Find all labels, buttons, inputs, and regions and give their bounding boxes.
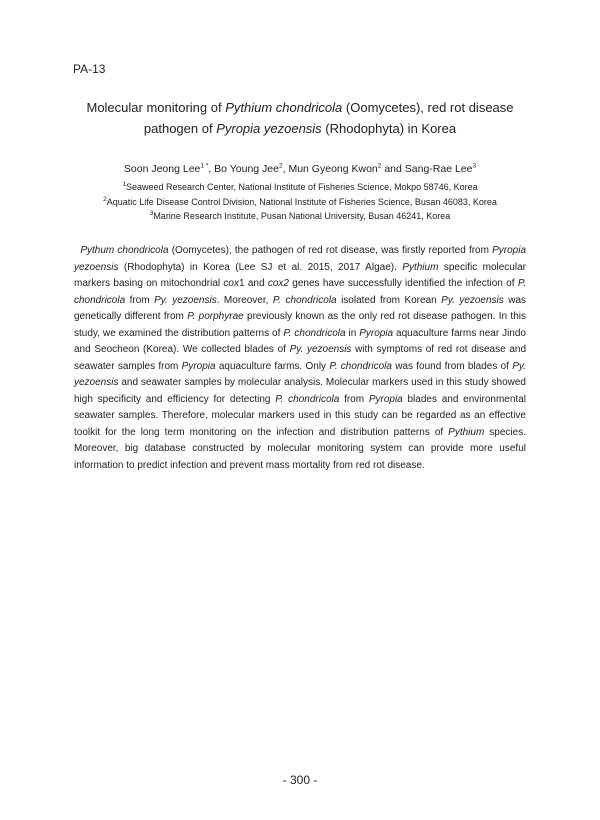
abstract-italic-term: P. chondricola xyxy=(74,278,526,306)
title-text: pathogen of xyxy=(143,121,217,136)
title-species: Pyropia yezoensis xyxy=(216,121,322,136)
author-block xyxy=(60,162,540,224)
abstract-text-run: (Oomycetes), the pathogen of red rot disease, was firstly reported from xyxy=(168,245,493,256)
abstract-italic-term: P. chondricola xyxy=(275,393,340,405)
abstract-italic-term: Pyropia xyxy=(359,327,394,339)
abstract xyxy=(74,243,526,474)
affil-mark: 3 xyxy=(149,210,154,217)
abstract-text-run: aquaculture farms near Jindo and Seocheon (Korea). We collected blades of xyxy=(74,327,526,355)
affiliation xyxy=(60,195,540,210)
abstract-text-run: specific molecular markers basing on mitochondrial xyxy=(74,261,526,289)
abstract-italic-term: Pythum chondricola xyxy=(80,245,169,256)
abstract-text-run: in xyxy=(345,327,360,339)
abstract-italic-term: Pyropia xyxy=(368,393,403,405)
abstract-italic-term: P. porphyrae xyxy=(187,311,244,322)
title-species: Pythium chondricola xyxy=(225,100,343,115)
affiliation xyxy=(60,209,540,224)
author-separator: , xyxy=(282,163,289,175)
abstract-text-run: genes have successfully identified the infection of xyxy=(288,278,518,289)
affil-mark: 2 xyxy=(103,195,107,203)
abstract-italic-term: cox2 xyxy=(267,278,289,289)
abstract-italic-term: Py. yezoensis xyxy=(441,294,504,306)
abstract-italic-term: Pythium xyxy=(402,261,439,273)
abstract-text-run: isolated from Korean xyxy=(336,294,442,306)
abstract-text-run: and seawater samples by molecular analysis. Molecular markers used in this study showed high specificity and efficiency for detecting xyxy=(74,377,526,405)
title-text: (Oomycetes), red rot disease xyxy=(342,100,514,115)
abstract-italic-term: P. chondricola xyxy=(272,294,337,306)
title-line xyxy=(60,97,540,118)
author-and: and xyxy=(381,163,405,175)
author-name: Bo Young Jee xyxy=(214,163,279,175)
affiliation xyxy=(60,180,540,195)
abstract-text-run: blades and environmental seawater samples. Therefore, molecular markers used in this study can be regarded as an effective toolkit for the long term monitoring on the infection and distribution patterns of xyxy=(74,393,526,438)
abstract-text-run: aquaculture farms. Only xyxy=(215,360,330,372)
author-list xyxy=(60,162,540,177)
abstract-text-run: species. Moreover, big database constructed by molecular monitoring system can provide more useful information to predict infection and prevent mass mortality from red rot disease. xyxy=(74,426,526,471)
abstract-text-run: was found from blades of xyxy=(391,360,513,372)
abstract-text-run: previously known as the only red rot disease pathogen. In this study, we examined the distribution patterns of xyxy=(74,311,526,339)
abstract-italic-term: Pyropia yezoensis xyxy=(74,245,527,273)
title-text: (Rhodophyta) in Korea xyxy=(321,121,457,136)
author-name: Sang-Rae Lee xyxy=(404,163,473,175)
affil-mark: 1 xyxy=(122,181,126,188)
abstract-italic-term: Py. yezoensis xyxy=(154,294,217,306)
author-affil-mark: 2 xyxy=(377,162,382,170)
abstract-text-run: . Moreover, xyxy=(216,294,273,306)
affil-text: Seaweed Research Center, National Institute of Fisheries Science, Mokpo 58746, Korea xyxy=(125,182,478,192)
author-separator: , xyxy=(208,163,215,175)
abstract-text-run: from xyxy=(339,393,369,405)
author-name: Mun Gyeong Kwon xyxy=(288,163,378,175)
abstract-italic-term: Py. yezoensis xyxy=(74,360,526,388)
paper-title xyxy=(60,97,540,139)
abstract-italic-term: P. chondricola xyxy=(329,360,392,372)
abstract-italic-term: Pyropia xyxy=(181,360,216,372)
author-affil-mark: 1 * xyxy=(200,162,209,170)
title-text: Molecular monitoring of xyxy=(86,100,226,115)
abstract-italic-term: P. chondricola xyxy=(283,327,346,339)
abstract-text-run: (Rhodophyta) in Korea (Lee SJ et al. 2015, 2017 Algae). xyxy=(118,261,403,273)
abstract-italic-term: Pythium xyxy=(448,426,485,438)
page-number: - 300 - xyxy=(282,773,318,787)
abstract-italic-term: cox xyxy=(223,278,239,289)
abstract-text-run: from xyxy=(125,294,155,306)
abstract-text-run: 1 and xyxy=(238,278,268,289)
abstract-text-run: with symptoms of red rot disease and seawater samples from xyxy=(74,344,527,372)
paper-code: PA-13 xyxy=(73,62,106,76)
author-affil-mark: 2 xyxy=(279,162,283,170)
affil-text: Aquatic Life Disease Control Division, National Institute of Fisheries Science, Busan 46083, Korea xyxy=(106,196,497,207)
author-name: Soon Jeong Lee xyxy=(123,163,201,175)
abstract-paragraph xyxy=(74,243,526,474)
abstract-text-run: was genetically different from xyxy=(74,294,527,322)
affil-text: Marine Research Institute, Pusan National University, Busan 46241, Korea xyxy=(153,211,451,221)
title-line xyxy=(60,118,540,139)
abstract-italic-term: Py. yezoensis xyxy=(289,344,352,355)
author-affil-mark: 3 xyxy=(472,162,477,170)
